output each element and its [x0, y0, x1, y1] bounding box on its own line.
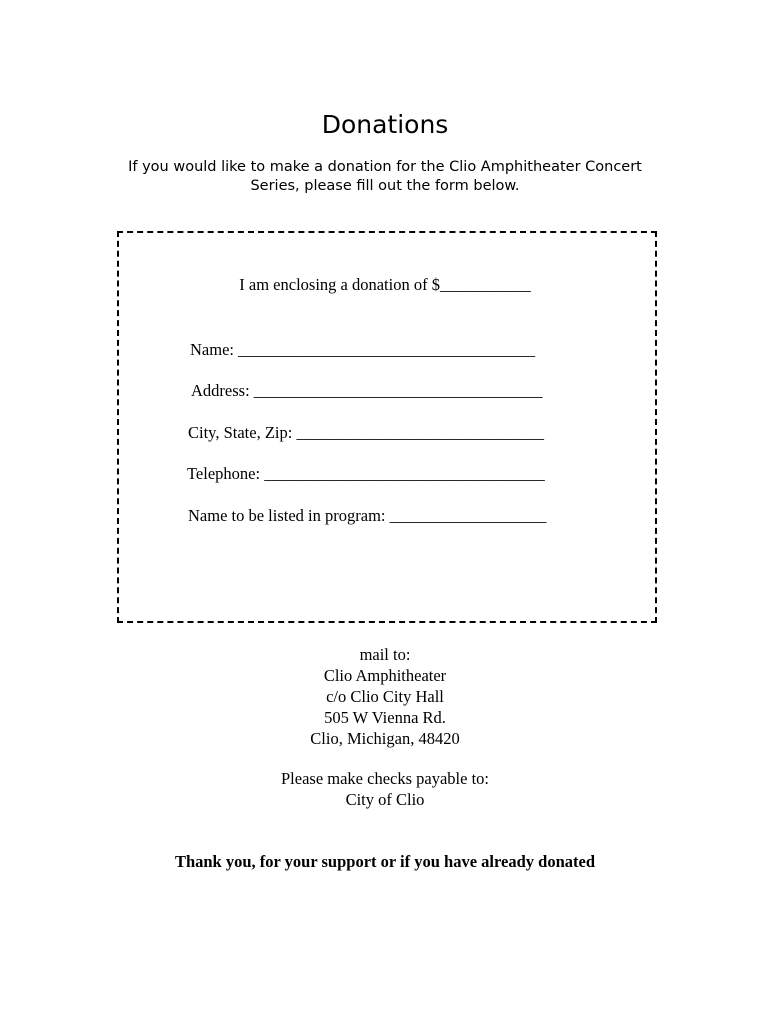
- mail-care-of: c/o Clio City Hall: [326, 687, 444, 706]
- mail-street: 505 W Vienna Rd.: [324, 708, 446, 727]
- checks-payee: City of Clio: [345, 790, 425, 809]
- mail-recipient: Clio Amphitheater: [323, 666, 447, 685]
- mail-city: Clio, Michigan, 48420: [310, 729, 460, 748]
- telephone-field: Telephone: __________________________________: [187, 464, 545, 483]
- mail-to-label: mail to:: [359, 645, 411, 664]
- address-field: Address: ___________________________________: [191, 381, 543, 400]
- page-title: Donations: [321, 110, 449, 139]
- checks-payable: [0, 768, 770, 810]
- thank-you-note: Thank you, for your support or if you have already donated: [174, 852, 596, 871]
- checks-label: Please make checks payable to:: [281, 769, 489, 788]
- city-state-zip-field: City, State, Zip: ______________________________: [188, 423, 544, 442]
- mailing-address: [0, 644, 770, 749]
- program-name-field: Name to be listed in program: ___________________: [188, 506, 547, 525]
- name-field: Name: ____________________________________: [190, 340, 536, 359]
- donation-amount-line: I am enclosing a donation of $___________: [239, 275, 531, 294]
- intro-text: If you would like to make a donation for the Clio Amphitheater Concert Series, please fill out the form below.: [128, 159, 642, 194]
